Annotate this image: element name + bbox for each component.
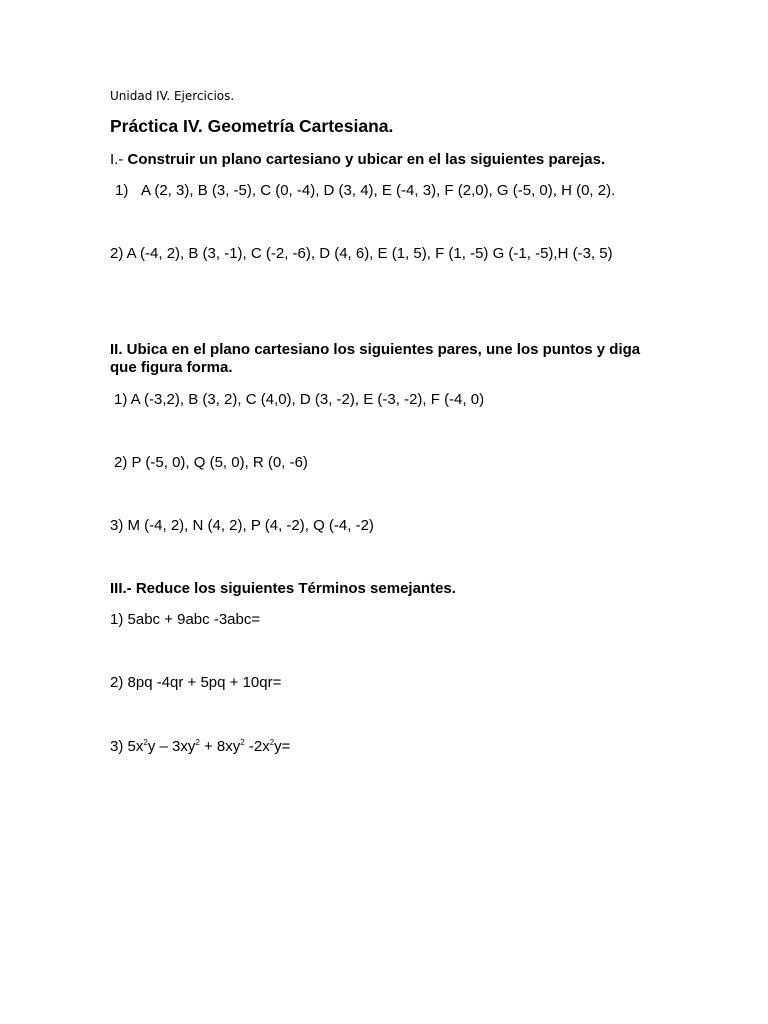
section-2-heading: II. Ubica en el plano cartesiano los siguientes pares, une los puntos y diga que figura forma. bbox=[110, 341, 641, 376]
section-1-exercise-1 bbox=[115, 182, 615, 200]
exercise-text: A (2, 3), B (3, -5), C (0, -4), D (3, 4), E (-4, 3), F (2,0), G (-5, 0), H (0, 2). bbox=[141, 182, 616, 199]
expr-part: y – 3xy bbox=[147, 738, 196, 755]
expr-part: y= bbox=[274, 738, 291, 755]
section-2-exercise-1: 1) A (-3,2), B (3, 2), C (4,0), D (3, -2), E (-3, -2), F (-4, 0) bbox=[114, 391, 485, 408]
section-1-prefix: I.- bbox=[110, 151, 128, 168]
section-3-exercise-2: 2) 8pq -4qr + 5pq + 10qr= bbox=[110, 674, 282, 691]
expr-part: + 8xy bbox=[199, 738, 241, 755]
expr-part: 3) 5x bbox=[110, 738, 144, 755]
section-1-exercise-2: 2) A (-4, 2), B (3, -1), C (-2, -6), D (4, 6), E (1, 5), F (1, -5) G (-1, -5),H (-3, 5) bbox=[110, 245, 613, 262]
section-2-exercise-2: 2) P (-5, 0), Q (5, 0), R (0, -6) bbox=[114, 454, 308, 471]
section-2-exercise-3: 3) M (-4, 2), N (4, 2), P (4, -2), Q (-4, -2) bbox=[110, 517, 374, 534]
exponent: 2 bbox=[195, 738, 200, 747]
exponent: 2 bbox=[143, 738, 148, 747]
section-1-heading bbox=[110, 151, 605, 169]
unit-label: Unidad IV. Ejercicios. bbox=[110, 89, 235, 103]
section-3-heading: III.- Reduce los siguientes Términos semejantes. bbox=[110, 580, 456, 597]
page-title: Práctica IV. Geometría Cartesiana. bbox=[110, 116, 394, 136]
expr-part: -2x bbox=[244, 738, 270, 755]
exercise-number: 1) bbox=[115, 182, 129, 199]
section-3-exercise-1: 1) 5abc + 9abc -3abc= bbox=[110, 611, 261, 628]
exponent: 2 bbox=[269, 738, 275, 747]
section-1-heading-text: Construir un plano cartesiano y ubicar en el las siguientes parejas. bbox=[127, 151, 606, 168]
section-3-exercise-3 bbox=[110, 738, 290, 756]
exponent: 2 bbox=[240, 738, 245, 747]
